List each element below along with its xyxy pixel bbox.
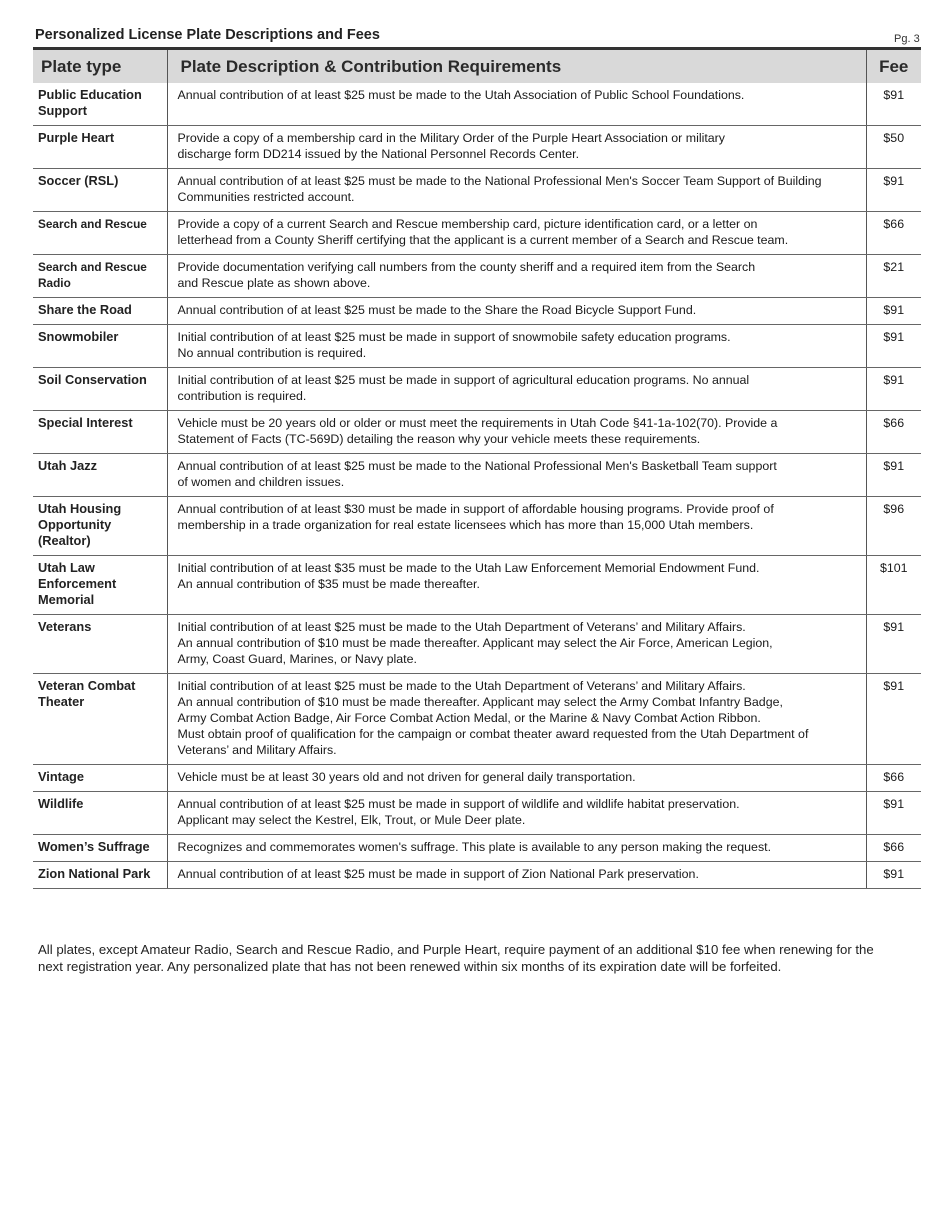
plate-fee-cell: $91 [866,454,921,497]
description-line: Annual contribution of at least $30 must be made in support of affordable housing programs. Provide proof of [177,502,774,516]
description-line: An annual contribution of $35 must be made thereafter. [177,577,480,591]
description-line: discharge form DD214 issued by the National Personnel Records Center. [177,147,580,161]
fees-table [33,50,921,889]
table-row [33,556,921,615]
footnote-line: All plates, except Amateur Radio, Search and Rescue Radio, and Purple Heart, require payment of an additional $10 fee when renewing for the [38,942,874,957]
plate-fee-cell: $21 [866,255,921,298]
column-header-plate-type: Plate type [33,50,167,83]
page-number: Pg. 3 [894,33,920,45]
plate-description-cell [167,325,866,368]
table-row [33,255,921,298]
description-line: Recognizes and commemorates women's suffrage. This plate is available to any person making the request. [177,840,772,854]
description-line: Veterans’ and Military Affairs. [177,743,337,757]
renewal-footnote [38,941,928,975]
table-row [33,835,921,862]
page-title: Personalized License Plate Descriptions and Fees [35,27,380,43]
plate-type-cell: Vintage [33,765,167,792]
table-row [33,126,921,169]
plate-type-cell: Veteran Combat Theater [33,674,167,765]
plate-description-cell [167,792,866,835]
description-line: Initial contribution of at least $25 must be made to the Utah Department of Veterans’ and Military Affairs. [177,679,746,693]
plate-fee-cell: $101 [866,556,921,615]
description-line: Annual contribution of at least $25 must be made in support of wildlife and wildlife habitat preservation. [177,797,740,811]
plate-description-cell [167,556,866,615]
plate-type-cell: Veterans [33,615,167,674]
table-body [33,83,921,889]
plate-type-cell: Utah Jazz [33,454,167,497]
description-line: of women and children issues. [177,475,345,489]
plate-type-cell: Wildlife [33,792,167,835]
table-row [33,411,921,454]
plate-type-cell: Share the Road [33,298,167,325]
description-line: Initial contribution of at least $25 must be made in support of agricultural education programs. No annual [177,373,750,387]
table-row [33,765,921,792]
plate-fee-cell: $66 [866,765,921,792]
description-line: An annual contribution of $10 must be made thereafter. Applicant may select the Air Force, American Legion, [177,636,773,650]
table-row [33,615,921,674]
plate-description-cell [167,126,866,169]
plate-fee-cell: $91 [866,298,921,325]
table-row [33,454,921,497]
plate-type-cell: Search and Rescue Radio [33,255,167,298]
description-line: Initial contribution of at least $35 must be made to the Utah Law Enforcement Memorial Endowment Fund. [177,561,760,575]
plate-fee-cell: $66 [866,212,921,255]
description-line: Annual contribution of at least $25 must be made to the National Professional Men's Basketball Team support [177,459,777,473]
plate-type-cell: Search and Rescue [33,212,167,255]
table-header-row [33,50,921,83]
plate-type-cell: Snowmobiler [33,325,167,368]
description-line: letterhead from a County Sheriff certifying that the applicant is a current member of a Search and Rescue team. [177,233,789,247]
table-row [33,674,921,765]
description-line: Annual contribution of at least $25 must be made to the Utah Association of Public School Foundations. [177,88,745,102]
footnote-line: next registration year. Any personalized plate that has not been renewed within six months of its expiration date will be forfeited. [38,959,782,974]
plate-type-cell: Women’s Suffrage [33,835,167,862]
description-line: Initial contribution of at least $25 must be made to the Utah Department of Veterans’ and Military Affairs. [177,620,746,634]
plate-description-cell [167,765,866,792]
description-line: Must obtain proof of qualification for the campaign or combat theater award requested from the Utah Department of [177,727,809,741]
table-row [33,212,921,255]
table-row [33,298,921,325]
plate-fee-cell: $91 [866,169,921,212]
column-header-description: Plate Description & Contribution Requirements [167,50,866,83]
plate-fee-cell: $66 [866,835,921,862]
plate-type-cell: Zion National Park [33,862,167,889]
plate-type-cell: Purple Heart [33,126,167,169]
plate-fee-cell: $91 [866,862,921,889]
description-line: Statement of Facts (TC-569D) detailing the reason why your vehicle meets these requirements. [177,432,701,446]
description-line: An annual contribution of $10 must be made thereafter. Applicant may select the Army Combat Infantry Badge, [177,695,783,709]
description-line: Communities restricted account. [177,190,355,204]
plate-description-cell [167,411,866,454]
plate-type-cell: Soccer (RSL) [33,169,167,212]
description-line: contribution is required. [177,389,307,403]
plate-fee-cell: $96 [866,497,921,556]
table-row [33,169,921,212]
plate-description-cell [167,212,866,255]
description-line: No annual contribution is required. [177,346,367,360]
plate-fee-cell: $50 [866,126,921,169]
description-line: Provide a copy of a current Search and Rescue membership card, picture identification card, or a letter on [177,217,758,231]
plate-description-cell [167,169,866,212]
column-header-fee: Fee [866,50,921,83]
plate-fee-cell: $91 [866,792,921,835]
plate-fee-cell: $91 [866,615,921,674]
plate-description-cell [167,368,866,411]
plate-type-cell: Utah Law Enforcement Memorial [33,556,167,615]
description-line: Initial contribution of at least $25 must be made in support of snowmobile safety education programs. [177,330,731,344]
plate-type-cell: Utah Housing Opportunity (Realtor) [33,497,167,556]
plate-description-cell [167,674,866,765]
description-line: and Rescue plate as shown above. [177,276,371,290]
description-line: Annual contribution of at least $25 must be made in support of Zion National Park preservation. [177,867,699,881]
plate-fee-cell: $91 [866,83,921,126]
plate-description-cell [167,83,866,126]
description-line: membership in a trade organization for real estate licensees which has more than 15,000 Utah members. [177,518,754,532]
description-line: Army Combat Action Badge, Air Force Combat Action Medal, or the Marine & Navy Combat Action Ribbon. [177,711,761,725]
plate-description-cell [167,862,866,889]
description-line: Provide documentation verifying call numbers from the county sheriff and a required item from the Search [177,260,756,274]
plate-description-cell [167,835,866,862]
plate-type-cell: Soil Conservation [33,368,167,411]
plate-description-cell [167,497,866,556]
plate-fee-cell: $91 [866,674,921,765]
table-row [33,497,921,556]
plate-type-cell: Special Interest [33,411,167,454]
description-line: Army, Coast Guard, Marines, or Navy plate. [177,652,417,666]
table-row [33,862,921,889]
table-row [33,368,921,411]
plate-description-cell [167,255,866,298]
plate-description-cell [167,454,866,497]
description-line: Annual contribution of at least $25 must be made to the National Professional Men's Soccer Team Support of Building [177,174,822,188]
plate-fee-cell: $91 [866,368,921,411]
description-line: Provide a copy of a membership card in the Military Order of the Purple Heart Association or military [177,131,725,145]
description-line: Vehicle must be 20 years old or older or must meet the requirements in Utah Code §41-1a-102(70). Provide a [177,416,778,430]
plate-fee-cell: $91 [866,325,921,368]
table-row [33,792,921,835]
table-row [33,83,921,126]
plate-description-cell [167,298,866,325]
description-line: Vehicle must be at least 30 years old and not driven for general daily transportation. [177,770,636,784]
table-row [33,325,921,368]
description-line: Annual contribution of at least $25 must be made to the Share the Road Bicycle Support Fund. [177,303,697,317]
description-line: Applicant may select the Kestrel, Elk, Trout, or Mule Deer plate. [177,813,526,827]
plate-type-cell: Public Education Support [33,83,167,126]
plate-fee-cell: $66 [866,411,921,454]
plate-description-cell [167,615,866,674]
